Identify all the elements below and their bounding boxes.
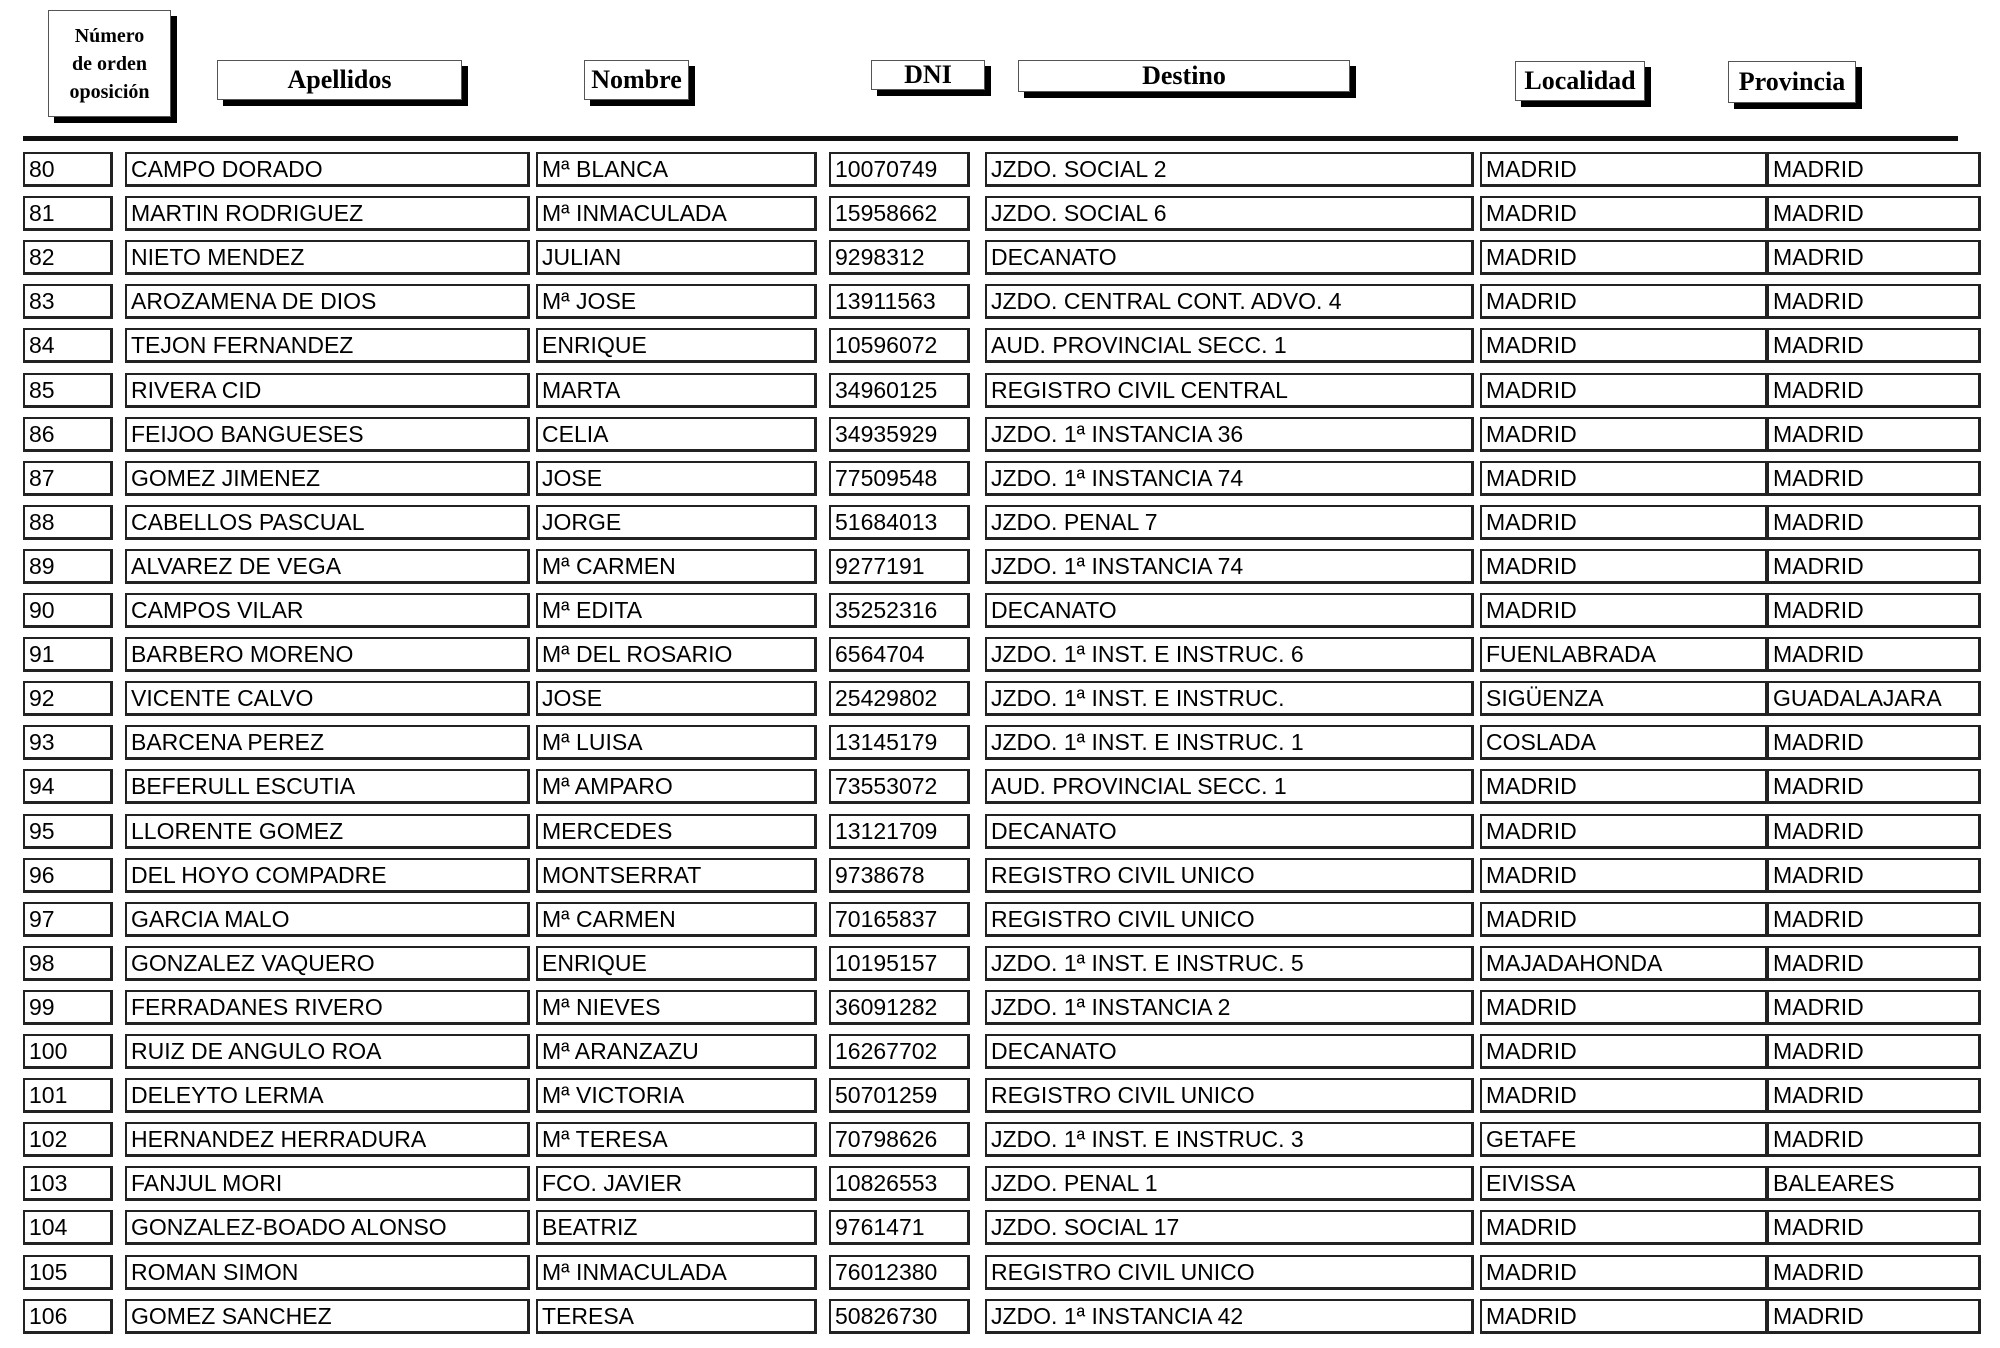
numero-cell: 94: [23, 769, 113, 804]
header-numero-line1: Número: [74, 24, 145, 47]
localidad-cell: MADRID: [1480, 461, 1768, 496]
destino-cell: JZDO. 1ª INSTANCIA 74: [985, 549, 1474, 584]
dni-cell: 16267702: [829, 1034, 970, 1069]
provincia-cell: MADRID: [1767, 196, 1981, 231]
provincia-cell: MADRID: [1767, 769, 1981, 804]
numero-cell: 89: [23, 549, 113, 584]
numero-cell: 104: [23, 1210, 113, 1245]
dni-cell: 76012380: [829, 1255, 970, 1290]
numero-cell: 85: [23, 373, 113, 408]
nombre-cell: Mª BLANCA: [536, 152, 817, 187]
nombre-cell: Mª TERESA: [536, 1122, 817, 1157]
apellidos-cell: CAMPOS VILAR: [125, 593, 530, 628]
localidad-cell: MADRID: [1480, 240, 1768, 275]
numero-cell: 105: [23, 1255, 113, 1290]
destino-cell: JZDO. 1ª INSTANCIA 2: [985, 990, 1474, 1025]
localidad-cell: MADRID: [1480, 902, 1768, 937]
provincia-cell: MADRID: [1767, 417, 1981, 452]
apellidos-cell: LLORENTE GOMEZ: [125, 814, 530, 849]
apellidos-cell: NIETO MENDEZ: [125, 240, 530, 275]
nombre-cell: MARTA: [536, 373, 817, 408]
destino-cell: DECANATO: [985, 240, 1474, 275]
apellidos-cell: TEJON FERNANDEZ: [125, 328, 530, 363]
localidad-cell: MADRID: [1480, 196, 1768, 231]
numero-cell: 100: [23, 1034, 113, 1069]
apellidos-cell: RIVERA CID: [125, 373, 530, 408]
destino-cell: DECANATO: [985, 814, 1474, 849]
localidad-cell: MADRID: [1480, 1034, 1768, 1069]
header-nombre: Nombre: [584, 60, 689, 100]
dni-cell: 10070749: [829, 152, 970, 187]
apellidos-cell: CAMPO DORADO: [125, 152, 530, 187]
localidad-cell: COSLADA: [1480, 725, 1768, 760]
numero-cell: 84: [23, 328, 113, 363]
provincia-cell: MADRID: [1767, 1299, 1981, 1334]
dni-cell: 9298312: [829, 240, 970, 275]
localidad-cell: GETAFE: [1480, 1122, 1768, 1157]
provincia-cell: BALEARES: [1767, 1166, 1981, 1201]
destino-cell: REGISTRO CIVIL UNICO: [985, 858, 1474, 893]
dni-cell: 10195157: [829, 946, 970, 981]
destino-cell: REGISTRO CIVIL UNICO: [985, 902, 1474, 937]
dni-cell: 70165837: [829, 902, 970, 937]
dni-cell: 25429802: [829, 681, 970, 716]
provincia-cell: MADRID: [1767, 1122, 1981, 1157]
provincia-cell: MADRID: [1767, 1034, 1981, 1069]
localidad-cell: MADRID: [1480, 1255, 1768, 1290]
nombre-cell: Mª JOSE: [536, 284, 817, 319]
nombre-cell: Mª ARANZAZU: [536, 1034, 817, 1069]
provincia-cell: MADRID: [1767, 814, 1981, 849]
dni-cell: 36091282: [829, 990, 970, 1025]
provincia-cell: MADRID: [1767, 946, 1981, 981]
numero-cell: 99: [23, 990, 113, 1025]
localidad-cell: MADRID: [1480, 858, 1768, 893]
apellidos-cell: FANJUL MORI: [125, 1166, 530, 1201]
dni-cell: 70798626: [829, 1122, 970, 1157]
nombre-cell: JOSE: [536, 681, 817, 716]
apellidos-cell: BARCENA PEREZ: [125, 725, 530, 760]
dni-cell: 73553072: [829, 769, 970, 804]
destino-cell: JZDO. PENAL 1: [985, 1166, 1474, 1201]
numero-cell: 97: [23, 902, 113, 937]
destino-cell: JZDO. 1ª INST. E INSTRUC. 6: [985, 637, 1474, 672]
apellidos-cell: GONZALEZ VAQUERO: [125, 946, 530, 981]
dni-cell: 6564704: [829, 637, 970, 672]
nombre-cell: Mª EDITA: [536, 593, 817, 628]
dni-cell: 77509548: [829, 461, 970, 496]
localidad-cell: MADRID: [1480, 417, 1768, 452]
nombre-cell: JOSE: [536, 461, 817, 496]
provincia-cell: MADRID: [1767, 328, 1981, 363]
numero-cell: 92: [23, 681, 113, 716]
provincia-cell: MADRID: [1767, 1078, 1981, 1113]
numero-cell: 80: [23, 152, 113, 187]
header-provincia: Provincia: [1728, 61, 1856, 103]
destino-cell: JZDO. 1ª INST. E INSTRUC. 1: [985, 725, 1474, 760]
nombre-cell: Mª DEL ROSARIO: [536, 637, 817, 672]
nombre-cell: CELIA: [536, 417, 817, 452]
numero-cell: 91: [23, 637, 113, 672]
numero-cell: 96: [23, 858, 113, 893]
apellidos-cell: GONZALEZ-BOADO ALONSO: [125, 1210, 530, 1245]
apellidos-cell: GOMEZ SANCHEZ: [125, 1299, 530, 1334]
localidad-cell: MAJADAHONDA: [1480, 946, 1768, 981]
apellidos-cell: ROMAN SIMON: [125, 1255, 530, 1290]
dni-cell: 10826553: [829, 1166, 970, 1201]
dni-cell: 50826730: [829, 1299, 970, 1334]
provincia-cell: MADRID: [1767, 990, 1981, 1025]
numero-cell: 83: [23, 284, 113, 319]
localidad-cell: MADRID: [1480, 1078, 1768, 1113]
nombre-cell: MERCEDES: [536, 814, 817, 849]
provincia-cell: MADRID: [1767, 240, 1981, 275]
nombre-cell: JULIAN: [536, 240, 817, 275]
header-numero-line2: de orden: [72, 52, 147, 75]
localidad-cell: SIGÜENZA: [1480, 681, 1768, 716]
localidad-cell: MADRID: [1480, 284, 1768, 319]
localidad-cell: FUENLABRADA: [1480, 637, 1768, 672]
destino-cell: AUD. PROVINCIAL SECC. 1: [985, 328, 1474, 363]
localidad-cell: EIVISSA: [1480, 1166, 1768, 1201]
nombre-cell: Mª AMPARO: [536, 769, 817, 804]
nombre-cell: JORGE: [536, 505, 817, 540]
apellidos-cell: RUIZ DE ANGULO ROA: [125, 1034, 530, 1069]
destino-cell: JZDO. 1ª INST. E INSTRUC. 3: [985, 1122, 1474, 1157]
localidad-cell: MADRID: [1480, 549, 1768, 584]
numero-cell: 81: [23, 196, 113, 231]
localidad-cell: MADRID: [1480, 593, 1768, 628]
apellidos-cell: BEFERULL ESCUTIA: [125, 769, 530, 804]
numero-cell: 106: [23, 1299, 113, 1334]
destino-cell: JZDO. SOCIAL 17: [985, 1210, 1474, 1245]
apellidos-cell: VICENTE CALVO: [125, 681, 530, 716]
destino-cell: DECANATO: [985, 1034, 1474, 1069]
numero-cell: 98: [23, 946, 113, 981]
destino-cell: JZDO. SOCIAL 6: [985, 196, 1474, 231]
dni-cell: 13911563: [829, 284, 970, 319]
provincia-cell: MADRID: [1767, 373, 1981, 408]
provincia-cell: MADRID: [1767, 858, 1981, 893]
dni-cell: 15958662: [829, 196, 970, 231]
nombre-cell: TERESA: [536, 1299, 817, 1334]
provincia-cell: MADRID: [1767, 284, 1981, 319]
header-apellidos: Apellidos: [217, 60, 462, 100]
dni-cell: 34935929: [829, 417, 970, 452]
numero-cell: 95: [23, 814, 113, 849]
dni-cell: 50701259: [829, 1078, 970, 1113]
apellidos-cell: CABELLOS PASCUAL: [125, 505, 530, 540]
apellidos-cell: ALVAREZ DE VEGA: [125, 549, 530, 584]
destino-cell: JZDO. PENAL 7: [985, 505, 1474, 540]
numero-cell: 103: [23, 1166, 113, 1201]
apellidos-cell: DELEYTO LERMA: [125, 1078, 530, 1113]
destino-cell: DECANATO: [985, 593, 1474, 628]
dni-cell: 13121709: [829, 814, 970, 849]
provincia-cell: MADRID: [1767, 1255, 1981, 1290]
destino-cell: JZDO. 1ª INST. E INSTRUC.: [985, 681, 1474, 716]
dni-cell: 10596072: [829, 328, 970, 363]
destino-cell: REGISTRO CIVIL UNICO: [985, 1255, 1474, 1290]
nombre-cell: ENRIQUE: [536, 328, 817, 363]
provincia-cell: MADRID: [1767, 725, 1981, 760]
apellidos-cell: DEL HOYO COMPADRE: [125, 858, 530, 893]
nombre-cell: Mª CARMEN: [536, 549, 817, 584]
localidad-cell: MADRID: [1480, 505, 1768, 540]
nombre-cell: Mª NIEVES: [536, 990, 817, 1025]
destino-cell: JZDO. CENTRAL CONT. ADVO. 4: [985, 284, 1474, 319]
header-destino: Destino: [1018, 60, 1350, 92]
numero-cell: 88: [23, 505, 113, 540]
provincia-cell: MADRID: [1767, 1210, 1981, 1245]
destino-cell: REGISTRO CIVIL UNICO: [985, 1078, 1474, 1113]
nombre-cell: MONTSERRAT: [536, 858, 817, 893]
provincia-cell: MADRID: [1767, 152, 1981, 187]
nombre-cell: Mª INMACULADA: [536, 1255, 817, 1290]
dni-cell: 13145179: [829, 725, 970, 760]
apellidos-cell: MARTIN RODRIGUEZ: [125, 196, 530, 231]
localidad-cell: MADRID: [1480, 1210, 1768, 1245]
destino-cell: JZDO. 1ª INSTANCIA 74: [985, 461, 1474, 496]
localidad-cell: MADRID: [1480, 1299, 1768, 1334]
apellidos-cell: BARBERO MORENO: [125, 637, 530, 672]
numero-cell: 102: [23, 1122, 113, 1157]
nombre-cell: FCO. JAVIER: [536, 1166, 817, 1201]
dni-cell: 51684013: [829, 505, 970, 540]
apellidos-cell: GOMEZ JIMENEZ: [125, 461, 530, 496]
header-numero-line3: oposición: [69, 80, 150, 103]
provincia-cell: MADRID: [1767, 505, 1981, 540]
localidad-cell: MADRID: [1480, 769, 1768, 804]
destino-cell: REGISTRO CIVIL CENTRAL: [985, 373, 1474, 408]
provincia-cell: MADRID: [1767, 637, 1981, 672]
numero-cell: 87: [23, 461, 113, 496]
numero-cell: 86: [23, 417, 113, 452]
numero-cell: 90: [23, 593, 113, 628]
dni-cell: 35252316: [829, 593, 970, 628]
localidad-cell: MADRID: [1480, 328, 1768, 363]
localidad-cell: MADRID: [1480, 990, 1768, 1025]
provincia-cell: GUADALAJARA: [1767, 681, 1981, 716]
apellidos-cell: GARCIA MALO: [125, 902, 530, 937]
numero-cell: 82: [23, 240, 113, 275]
header-dni: DNI: [871, 60, 985, 90]
destino-cell: JZDO. 1ª INSTANCIA 36: [985, 417, 1474, 452]
apellidos-cell: AROZAMENA DE DIOS: [125, 284, 530, 319]
nombre-cell: BEATRIZ: [536, 1210, 817, 1245]
apellidos-cell: HERNANDEZ HERRADURA: [125, 1122, 530, 1157]
localidad-cell: MADRID: [1480, 152, 1768, 187]
nombre-cell: Mª CARMEN: [536, 902, 817, 937]
dni-cell: 9738678: [829, 858, 970, 893]
destino-cell: JZDO. SOCIAL 2: [985, 152, 1474, 187]
provincia-cell: MADRID: [1767, 549, 1981, 584]
localidad-cell: MADRID: [1480, 814, 1768, 849]
nombre-cell: Mª INMACULADA: [536, 196, 817, 231]
apellidos-cell: FEIJOO BANGUESES: [125, 417, 530, 452]
header-numero-orden: [48, 10, 171, 117]
dni-cell: 9761471: [829, 1210, 970, 1245]
provincia-cell: MADRID: [1767, 902, 1981, 937]
destino-cell: JZDO. 1ª INSTANCIA 42: [985, 1299, 1474, 1334]
provincia-cell: MADRID: [1767, 461, 1981, 496]
nombre-cell: Mª LUISA: [536, 725, 817, 760]
numero-cell: 101: [23, 1078, 113, 1113]
numero-cell: 93: [23, 725, 113, 760]
dni-cell: 34960125: [829, 373, 970, 408]
destino-cell: AUD. PROVINCIAL SECC. 1: [985, 769, 1474, 804]
nombre-cell: ENRIQUE: [536, 946, 817, 981]
localidad-cell: MADRID: [1480, 373, 1768, 408]
header-divider: [23, 136, 1958, 141]
provincia-cell: MADRID: [1767, 593, 1981, 628]
apellidos-cell: FERRADANES RIVERO: [125, 990, 530, 1025]
dni-cell: 9277191: [829, 549, 970, 584]
header-localidad: Localidad: [1515, 61, 1645, 101]
nombre-cell: Mª VICTORIA: [536, 1078, 817, 1113]
destino-cell: JZDO. 1ª INST. E INSTRUC. 5: [985, 946, 1474, 981]
